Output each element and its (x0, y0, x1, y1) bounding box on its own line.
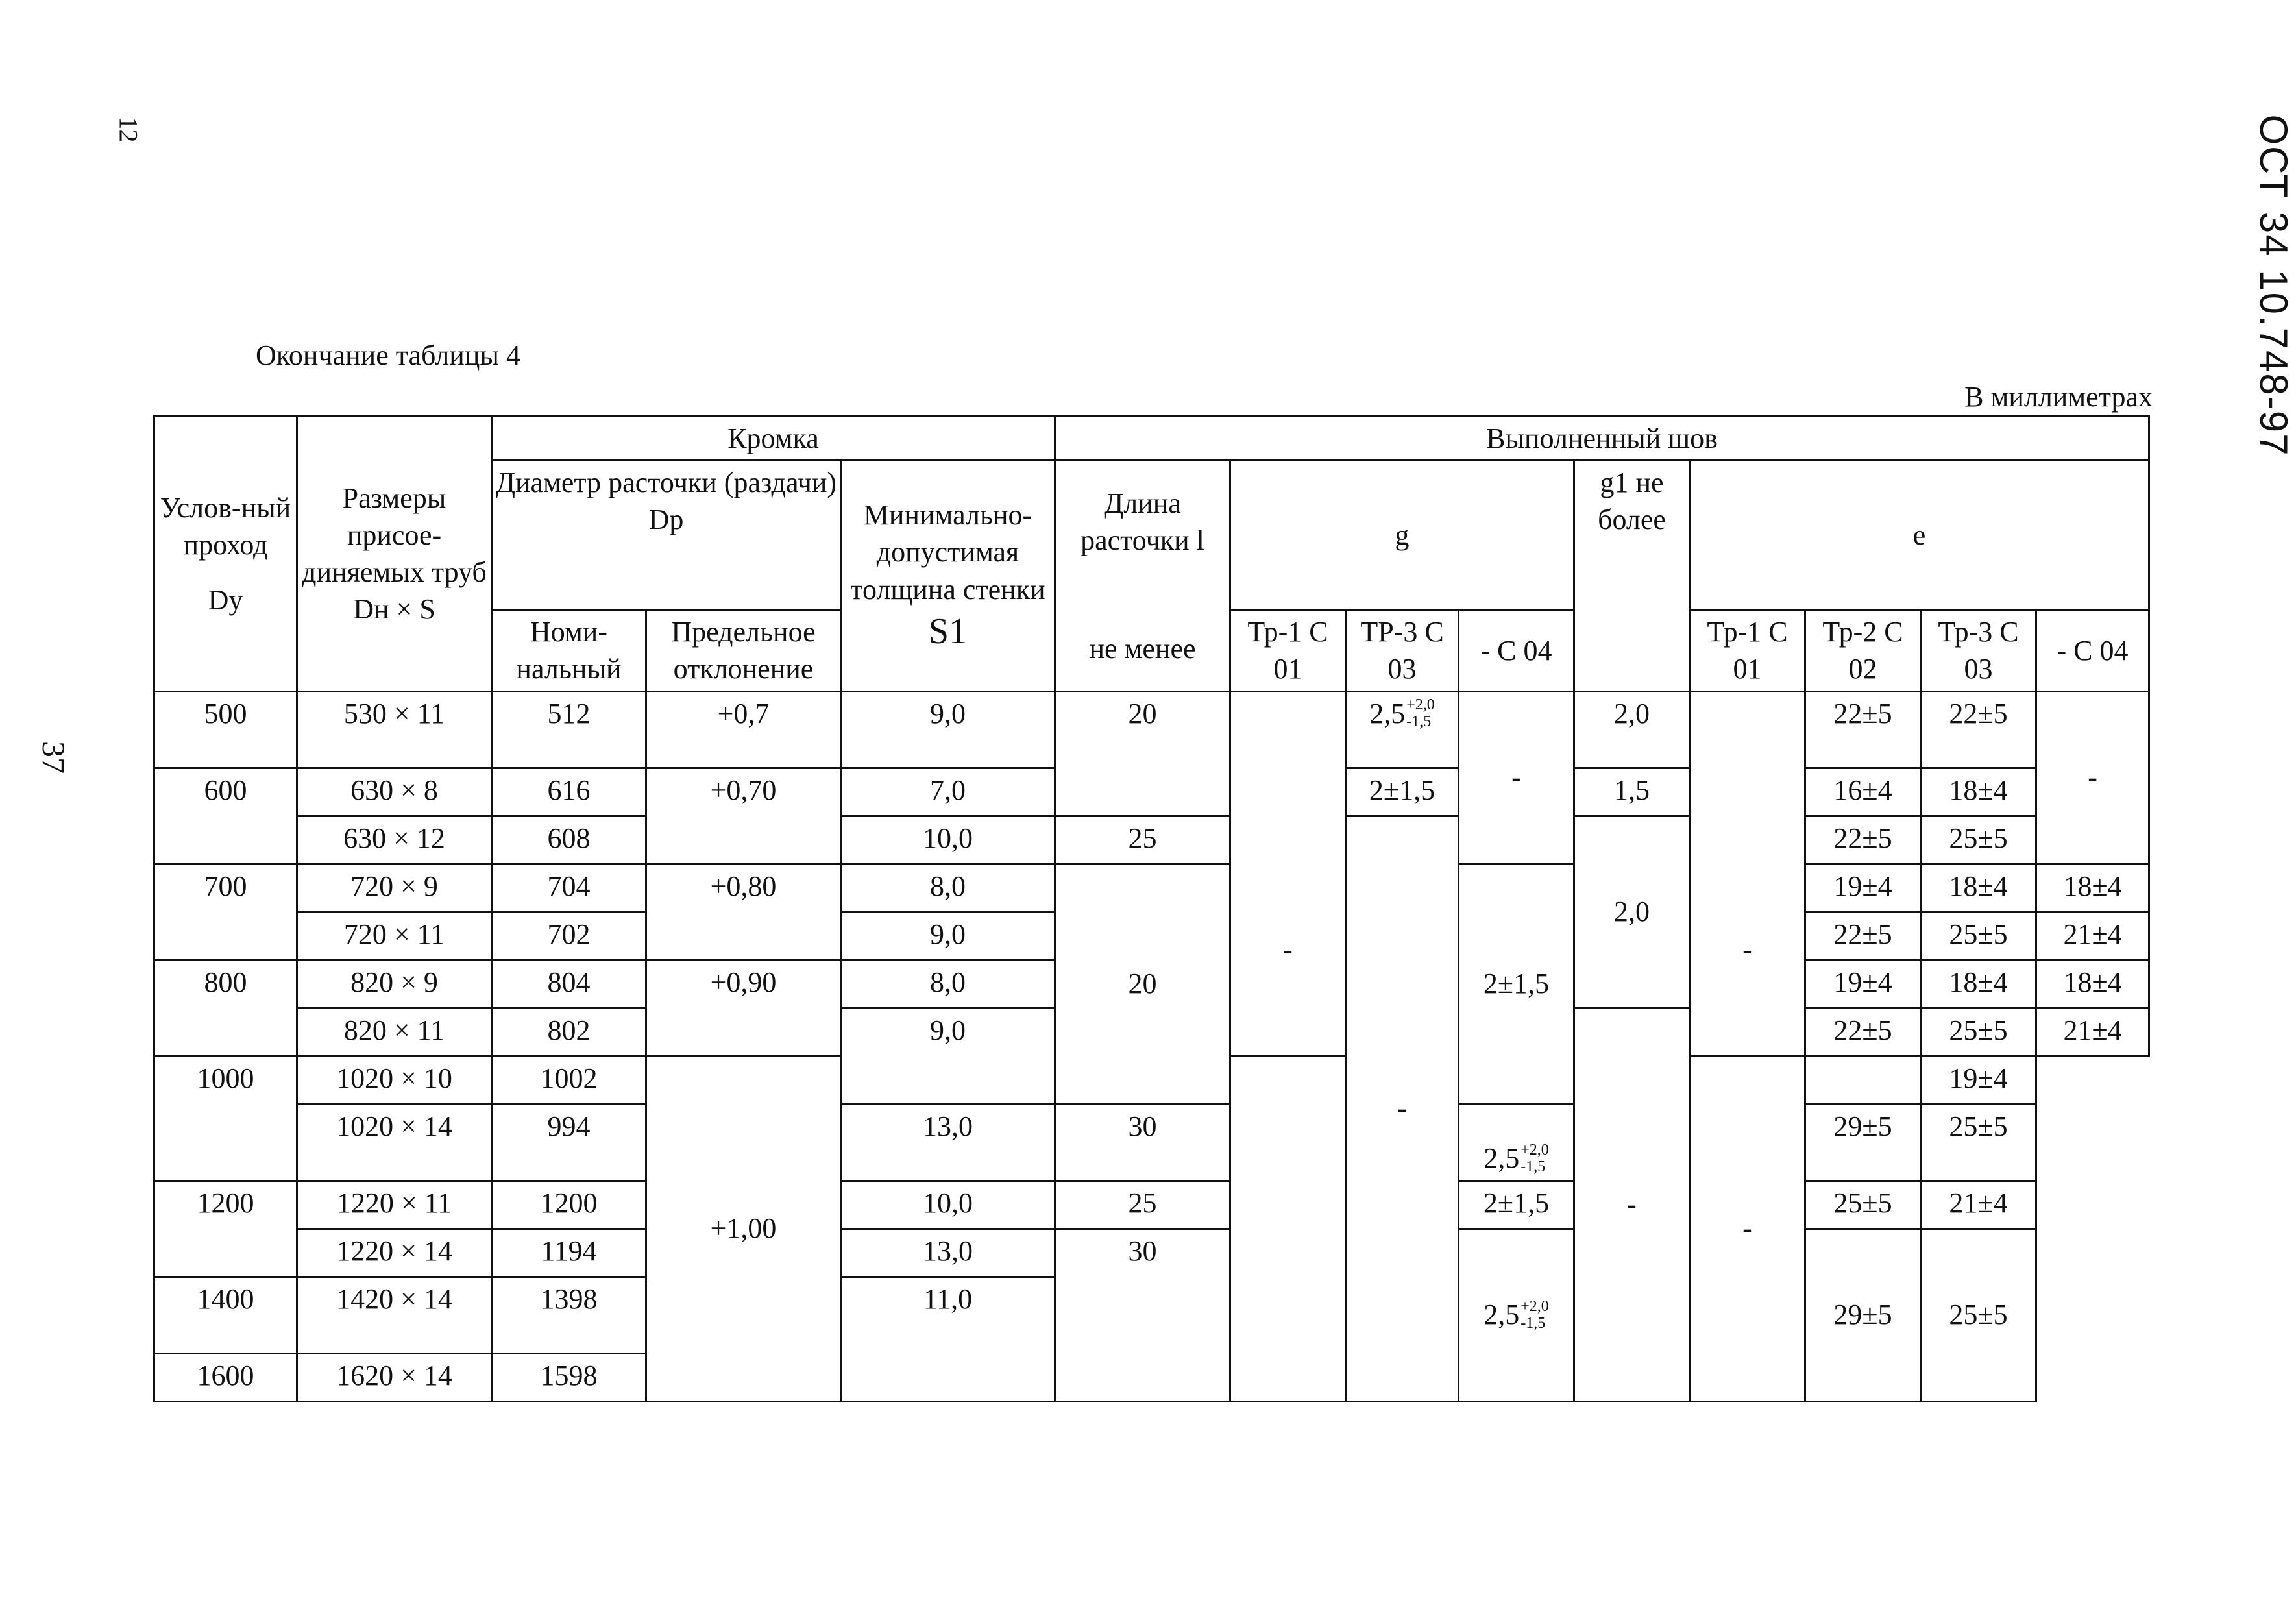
table-caption: Окончание таблицы 4 (256, 339, 520, 371)
table-cell: 802 (492, 1008, 646, 1056)
table-cell: 22±5 (1921, 691, 2036, 768)
header-e-tr1: Тр-1 С 01 (1690, 610, 1805, 691)
table-cell: 18±4 (2036, 960, 2149, 1008)
table-cell: 600 (154, 768, 297, 864)
table-cell: 1400 (154, 1277, 297, 1353)
table-cell: 20 (1055, 691, 1230, 816)
table-cell: 1598 (492, 1353, 646, 1401)
table-cell: 13,0 (841, 1104, 1055, 1181)
header-g1: g1 не более (1574, 461, 1690, 691)
data-table (153, 415, 2150, 1402)
table-cell: 9,0 (841, 691, 1055, 768)
table-cell: 994 (492, 1104, 646, 1181)
table-cell: 1200 (154, 1181, 297, 1277)
table-cell: 25±5 (1921, 1104, 2036, 1181)
table-cell: 1,5 (1574, 768, 1690, 816)
table-cell: 25±5 (1921, 1229, 2036, 1401)
table-cell: 1420 × 14 (297, 1277, 492, 1353)
table-cell: 7,0 (841, 768, 1055, 816)
table-cell: - (1230, 691, 1346, 1056)
table-cell: +1,00 (646, 1056, 841, 1401)
table-cell: 30 (1055, 1229, 1230, 1401)
document-code: ОСТ 34 10.748-97 (2252, 114, 2295, 457)
table-cell: 29±5 (1805, 1229, 1921, 1401)
table-cell: +0,90 (646, 960, 841, 1056)
header-dy: Услов-ный проход Dy (154, 417, 297, 692)
table-cell: 630 × 8 (297, 768, 492, 816)
table-cell: 19±4 (1805, 960, 1921, 1008)
table-cell: 30 (1055, 1104, 1230, 1181)
table-cell: 21±4 (2036, 1008, 2149, 1056)
table-cell: 1600 (154, 1353, 297, 1401)
table-cell: 1002 (492, 1056, 646, 1104)
table-cell: +0,80 (646, 864, 841, 960)
tolerance-cell: 2,5 +2,0 -1,5 (1459, 1229, 1574, 1401)
page-number-top: 12 (114, 116, 143, 143)
header-e: e (1690, 461, 2149, 610)
table-cell: 1220 × 14 (297, 1229, 492, 1277)
table-cell: 25±5 (1921, 912, 2036, 960)
page-number-side: 37 (36, 741, 72, 774)
table-cell: 9,0 (841, 1008, 1055, 1104)
table-cell: 500 (154, 691, 297, 768)
header-e-tr2: Тр-2 С 02 (1805, 610, 1921, 691)
table-cell: 25±5 (1921, 1008, 2036, 1056)
table-cell: 29±5 (1805, 1104, 1921, 1181)
table-cell: 720 × 11 (297, 912, 492, 960)
header-g-tr1: Тр-1 С 01 (1230, 610, 1346, 691)
table-cell: 1200 (492, 1181, 646, 1229)
table-cell (1805, 1056, 1921, 1104)
table-cell (1230, 1056, 1346, 1401)
table-cell: - (1459, 691, 1574, 864)
table-cell: 820 × 11 (297, 1008, 492, 1056)
table-cell: 25±5 (1805, 1181, 1921, 1229)
header-e-tr3: Тр-3 С 03 (1921, 610, 2036, 691)
table-cell: 20 (1055, 864, 1230, 1104)
table-cell: 18±4 (1921, 864, 2036, 912)
table-cell: 25 (1055, 816, 1230, 864)
table-cell: 616 (492, 768, 646, 816)
table-cell: 804 (492, 960, 646, 1008)
table-cell: 19±4 (1805, 864, 1921, 912)
tolerance-cell: 2,5 +2,0 -1,5 (1459, 1104, 1574, 1181)
table-cell: 2±1,5 (1459, 864, 1574, 1104)
table-cell: 702 (492, 912, 646, 960)
table-cell: 9,0 (841, 912, 1055, 960)
table-cell: 21±4 (1921, 1181, 2036, 1229)
header-len: Длина расточки l не менее (1055, 461, 1230, 691)
table-cell: 18±4 (1921, 768, 2036, 816)
table-cell: - (1690, 1056, 1805, 1401)
table-cell: 25±5 (1921, 816, 2036, 864)
table-cell: 8,0 (841, 864, 1055, 912)
table-cell: - (1690, 691, 1805, 1056)
header-sizes: Размеры присое-диняемых труб Dн × S (297, 417, 492, 692)
header-wall: Минимально-допустимая толщина стенки S1 (841, 461, 1055, 691)
header-seam: Выполненный шов (1055, 417, 2149, 461)
table-cell: 2±1,5 (1459, 1181, 1574, 1229)
table-cell: 18±4 (2036, 864, 2149, 912)
table-cell: 16±4 (1805, 768, 1921, 816)
table-cell: 630 × 12 (297, 816, 492, 864)
table-cell: 820 × 9 (297, 960, 492, 1008)
header-deviation: Предельное отклонение (646, 610, 841, 691)
table-cell: +0,7 (646, 691, 841, 768)
table-cell: 10,0 (841, 1181, 1055, 1229)
table-cell: 700 (154, 864, 297, 960)
table-cell: - (1574, 1008, 1690, 1401)
table-cell: 13,0 (841, 1229, 1055, 1277)
header-kromka: Кромка (492, 417, 1055, 461)
units-note: В миллиметрах (1964, 381, 2153, 413)
table-cell: 608 (492, 816, 646, 864)
table-cell: 1020 × 10 (297, 1056, 492, 1104)
table-cell: 1620 × 14 (297, 1353, 492, 1401)
table-cell: 18±4 (1921, 960, 2036, 1008)
table-cell: 1194 (492, 1229, 646, 1277)
table-cell: 1000 (154, 1056, 297, 1181)
table-cell: 1020 × 14 (297, 1104, 492, 1181)
table-cell: 1398 (492, 1277, 646, 1353)
header-e-c04: - С 04 (2036, 610, 2149, 691)
table-cell: - (2036, 691, 2149, 864)
table-cell: 720 × 9 (297, 864, 492, 912)
table-cell: 8,0 (841, 960, 1055, 1008)
table-cell: 10,0 (841, 816, 1055, 864)
header-dp: Диаметр расточки (раздачи) Dp (492, 461, 841, 610)
table-cell: 11,0 (841, 1277, 1055, 1401)
table-cell: 19±4 (1921, 1056, 2036, 1104)
table-cell: 25 (1055, 1181, 1230, 1229)
table-cell: 22±5 (1805, 912, 1921, 960)
table-cell: 2±1,5 (1346, 768, 1459, 816)
table-cell: 1220 × 11 (297, 1181, 492, 1229)
table-cell: 2,0 (1574, 691, 1690, 768)
table-cell: 22±5 (1805, 1008, 1921, 1056)
table-cell: 2,0 (1574, 816, 1690, 1008)
table-cell: 530 × 11 (297, 691, 492, 768)
header-g-tr3: ТР-3 С 03 (1346, 610, 1459, 691)
table-cell: 512 (492, 691, 646, 768)
header-g-c04: - С 04 (1459, 610, 1574, 691)
table-cell: 21±4 (2036, 912, 2149, 960)
header-nominal: Номи-нальный (492, 610, 646, 691)
table-cell: - (1346, 816, 1459, 1401)
table-cell: 22±5 (1805, 816, 1921, 864)
header-g: g (1230, 461, 1574, 610)
table-cell: 22±5 (1805, 691, 1921, 768)
table-cell: 704 (492, 864, 646, 912)
table-cell: 800 (154, 960, 297, 1056)
table-cell: +0,70 (646, 768, 841, 864)
tolerance-cell: 2,5 +2,0 -1,5 (1346, 691, 1459, 768)
